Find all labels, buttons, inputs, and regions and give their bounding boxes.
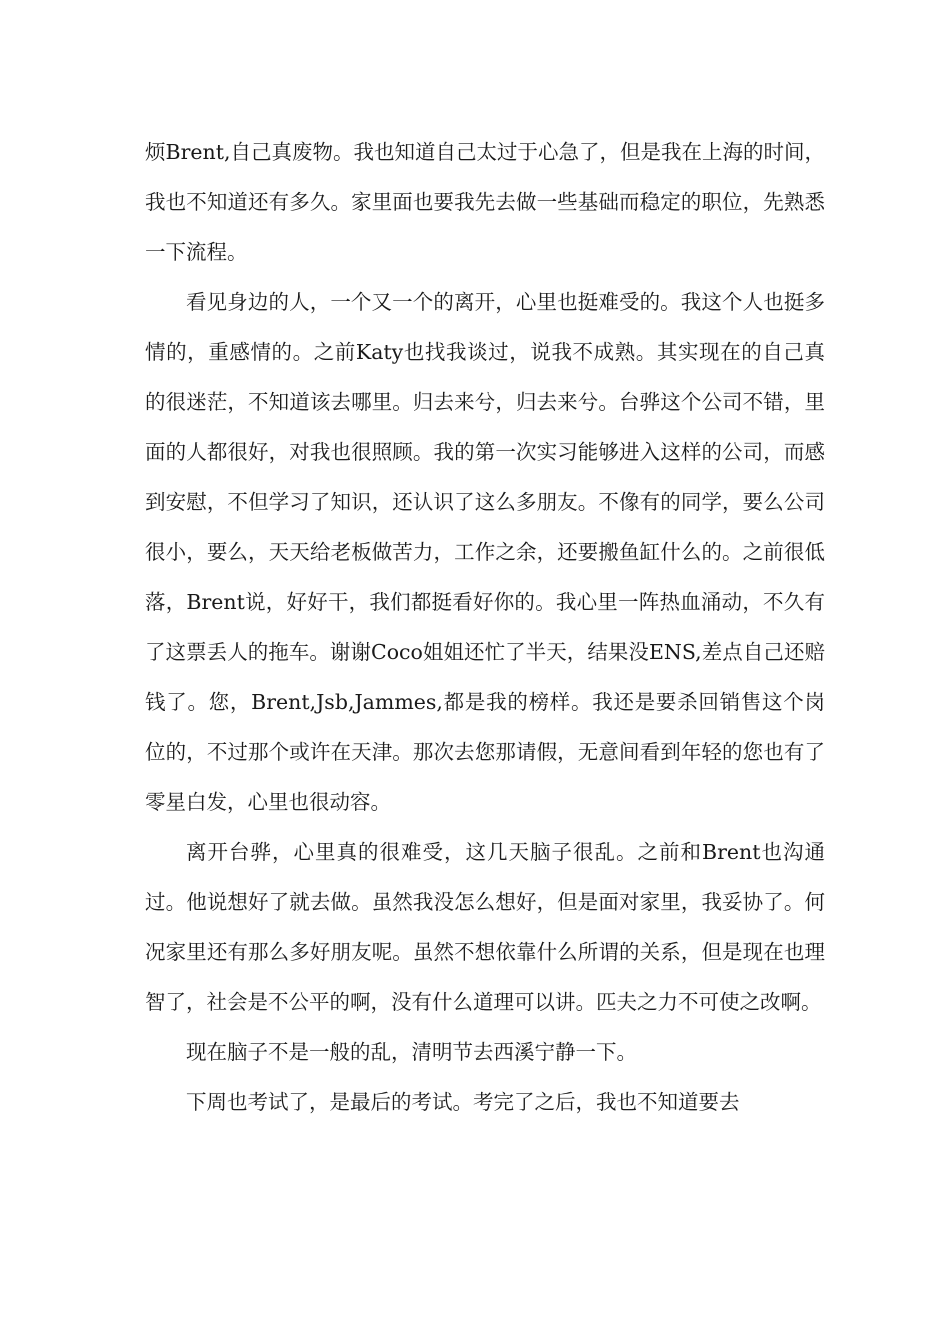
- paragraph-4: 现在脑子不是一般的乱，清明节去西溪宁静一下。: [186, 1040, 637, 1064]
- paragraph-3: 离开台骅，心里真的很难受，这几天脑子很乱。之前和Brent也沟通过。他说想好了就去做。虽然我没怎么想好，但是面对家里，我妥协了。何况家里还有那么多好朋友呢。虽然不想依靠什么所谓的关系，但是现在也理智了，社会是不公平的啊，没有什么道理可以讲。匹夫之力不可使之改啊。: [145, 840, 825, 1014]
- paragraph-2: 看见身边的人，一个又一个的离开，心里也挺难受的。我这个人也挺多情的，重感情的。之前Katy也找我谈过，说我不成熟。其实现在的自己真的很迷茫，不知道该去哪里。归去来兮，归去来兮。台骅这个公司不错，里面的人都很好，对我也很照顾。我的第一次实习能够进入这样的公司，而感到安慰，不但学习了知识，还认识了这么多朋友。不像有的同学，要么公司很小，要么，天天给老板做苦力，工作之余，还要搬鱼缸什么的。之前很低落，Brent说，好好干，我们都挺看好你的。我心里一阵热血涌动，不久有了这票丢人的拖车。谢谢Coco姐姐还忙了半天，结果没ENS,差点自己还赔钱了。您，Brent,Jsb,Jammes,都是我的榜样。我还是要杀回销售这个岗位的，不过那个或许在天津。那次去您那请假，无意间看到年轻的您也有了零星白发，心里也很动容。: [145, 290, 825, 814]
- paragraph-5: 下周也考试了，是最后的考试。考完了之后，我也不知道要去: [186, 1090, 740, 1114]
- paragraph-1: 烦Brent,自己真废物。我也知道自己太过于心急了，但是我在上海的时间，我也不知道还有多久。家里面也要我先去做一些基础而稳定的职位，先熟悉一下流程。: [145, 140, 825, 264]
- body-text: [145, 127, 825, 1127]
